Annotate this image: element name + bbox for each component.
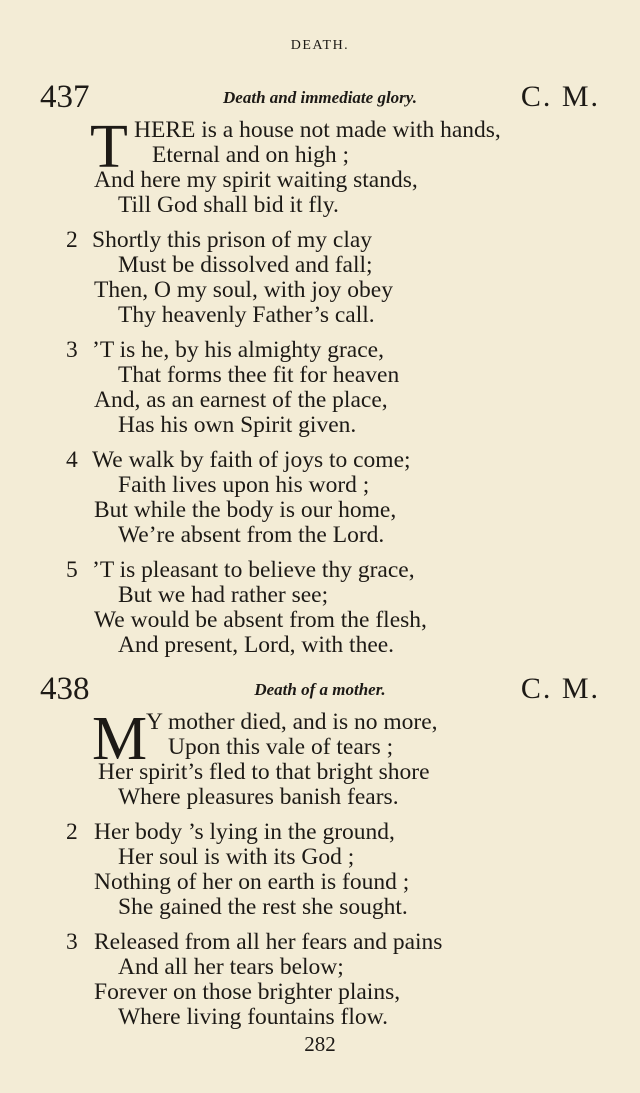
verse-number: 3 [66,929,78,955]
stanza-line: Faith lives upon his word ; [118,472,370,498]
stanza-line: Upon this vale of tears ; [168,734,394,760]
stanza-line: We would be absent from the flesh, [94,607,427,633]
stanza-line: And all her tears below; [118,954,344,980]
stanza-line: HERE is a house not made with hands, [134,117,501,143]
stanza-line: But we had rather see; [118,582,329,608]
hymn-title: Death of a mother. [254,680,386,699]
stanza-line: And, as an earnest of the place, [94,387,388,413]
hymn-meter: C. M. [520,672,600,705]
running-head: DEATH. [290,38,350,53]
verse-number: 3 [66,337,78,363]
stanza-line: Eternal and on high ; [152,142,350,168]
stanza-line: ’T is pleasant to believe thy grace, [92,557,415,583]
verse-number: 2 [66,227,78,253]
stanza-line: That forms thee fit for heaven [118,362,400,388]
stanza-line: We’re absent from the Lord. [118,522,385,548]
stanza-line: We walk by faith of joys to come; [92,447,411,473]
verse-number: 5 [66,557,78,583]
stanza-line: Has his own Spirit given. [118,412,357,438]
hymn-meter: C. M. [520,80,600,113]
stanza-line: Nothing of her on earth is found ; [94,869,410,895]
hymn-437-header [40,78,600,118]
stanza-line: Released from all her fears and pains [94,929,443,955]
hymn-438-header [40,670,600,710]
stanza-line: And present, Lord, with thee. [118,632,395,658]
stanza-line: Must be dissolved and fall; [118,252,373,278]
page-number: 282 [304,1032,336,1056]
hymn-title: Death and immediate glory. [223,88,417,107]
stanza-line: But while the body is our home, [94,497,397,523]
stanza-line: Thy heavenly Father’s call. [118,302,375,328]
stanza-line: Where living fountains flow. [118,1004,388,1030]
verse-number: 2 [66,819,78,845]
drop-cap: M [92,705,148,773]
stanza-line: Her soul is with its God ; [118,844,355,870]
stanza-line: Her spirit’s fled to that bright shore [98,759,430,785]
stanza-line: Where pleasures banish fears. [118,784,399,810]
stanza-line: Her body ’s lying in the ground, [94,819,395,845]
stanza-line: Shortly this prison of my clay [92,227,373,253]
stanza-line: Then, O my soul, with joy obey [94,277,393,303]
stanza-line: Till God shall bid it fly. [118,192,339,218]
verse-number: 4 [66,447,78,473]
stanza-line: Forever on those brighter plains, [94,979,401,1005]
stanza-line: She gained the rest she sought. [118,894,408,920]
stanza-line: ’T is he, by his almighty grace, [92,337,384,363]
hymn-number: 437 [40,79,90,115]
drop-cap: T [90,113,128,181]
stanza-line: Y mother died, and is no more, [146,709,438,735]
hymn-number: 438 [40,671,90,707]
stanza-line: And here my spirit waiting stands, [94,167,418,193]
